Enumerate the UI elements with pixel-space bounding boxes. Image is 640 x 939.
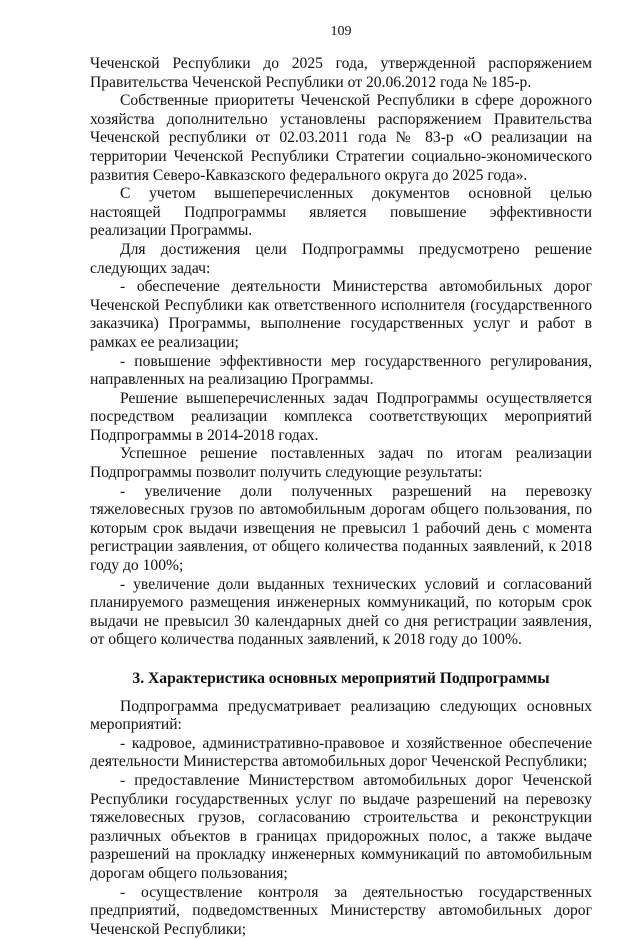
page-number: 109: [330, 24, 352, 39]
paragraph-task-solution: Решение вышеперечисленных задач Подпрограммы осуществляется посредством реализации комплекса соответствующих мероприятий Подпрограммы в 2014-2018 годах.: [90, 389, 592, 444]
document-page: [90, 24, 592, 939]
task-item-regulation-efficiency: - повышение эффективности мер государственного регулирования, направленных на реализацию Программы.: [90, 352, 592, 389]
paragraph-tasks-intro: Для достижения цели Подпрограммы предусмотрено решение следующих задач:: [90, 240, 592, 277]
section-heading: 3. Характеристика основных мероприятий Подпрограммы: [132, 670, 550, 687]
result-item-technical-conditions: - увеличение доли выданных технических условий и согласований планируемого размещения инженерных коммуникаций, по которым срок выдачи не превысил 30 календарных дней со дня регистрации заявления, от общего количества поданных заявлений, к 2018 году до 100%.: [90, 575, 592, 649]
activity-item-enterprise-control: - осуществление контроля за деятельностью государственных предприятий, подведомственных Министерству автомобильных дорог Чеченской Республики;: [90, 883, 592, 938]
activity-item-staffing-support: - кадровое, административно-правовое и хозяйственное обеспечение деятельности Министерства автомобильных дорог Чеченской Республики;: [90, 734, 592, 771]
paragraph-activities-intro: Подпрограмма предусматривает реализацию следующих основных мероприятий:: [90, 697, 592, 734]
paragraph-strategy-continuation: Чеченской Республики до 2025 года, утвержденной распоряжением Правительства Чеченской Республики от 20.06.2012 года № 185-р.: [90, 55, 592, 91]
paragraph-results-intro: Успешное решение поставленных задач по итогам реализации Подпрограммы позволит получить следующие результаты:: [90, 445, 592, 482]
task-item-ministry-activity: - обеспечение деятельности Министерства автомобильных дорог Чеченской Республики как ответственного исполнителя (государственного заказчика) Программы, выполнение государственных услуг и работ в рамках ее реализации;: [90, 278, 592, 351]
paragraph-own-priorities: Собственные приоритеты Чеченской Республики в сфере дорожного хозяйства дополнительно установлены распоряжением Правительства Чеченской республики от 02.03.2011 года № 83-р «О реализации на территории Чеченской Республики Стратегии социально-экономического развития Северо-Кавказского федерального округа до 2025 года».: [90, 92, 592, 184]
result-item-heavy-cargo-permits: - увеличение доли полученных разрешений на перевозку тяжеловесных грузов по автомобильным дорогам общего пользования, по которым срок выдачи извещения не превысил 1 рабочий день с момента регистрации заявления, от общего количества поданных заявлений, к 2018 году до 100%;: [90, 482, 592, 575]
paragraph-main-goal: С учетом вышеперечисленных документов основной целью настоящей Подпрограммы является повышение эффективности реализации Программы.: [90, 185, 592, 240]
activity-item-public-services: - предоставление Министерством автомобильных дорог Чеченской Республики государственных услуг по выдаче разрешений на перевозку тяжеловесных грузов, согласованию строительства и реконструкции различных объектов в границах придорожных полос, а также выдаче разрешений на прокладку инженерных коммуникаций по автомобильным дорогам общего пользования;: [90, 771, 592, 882]
